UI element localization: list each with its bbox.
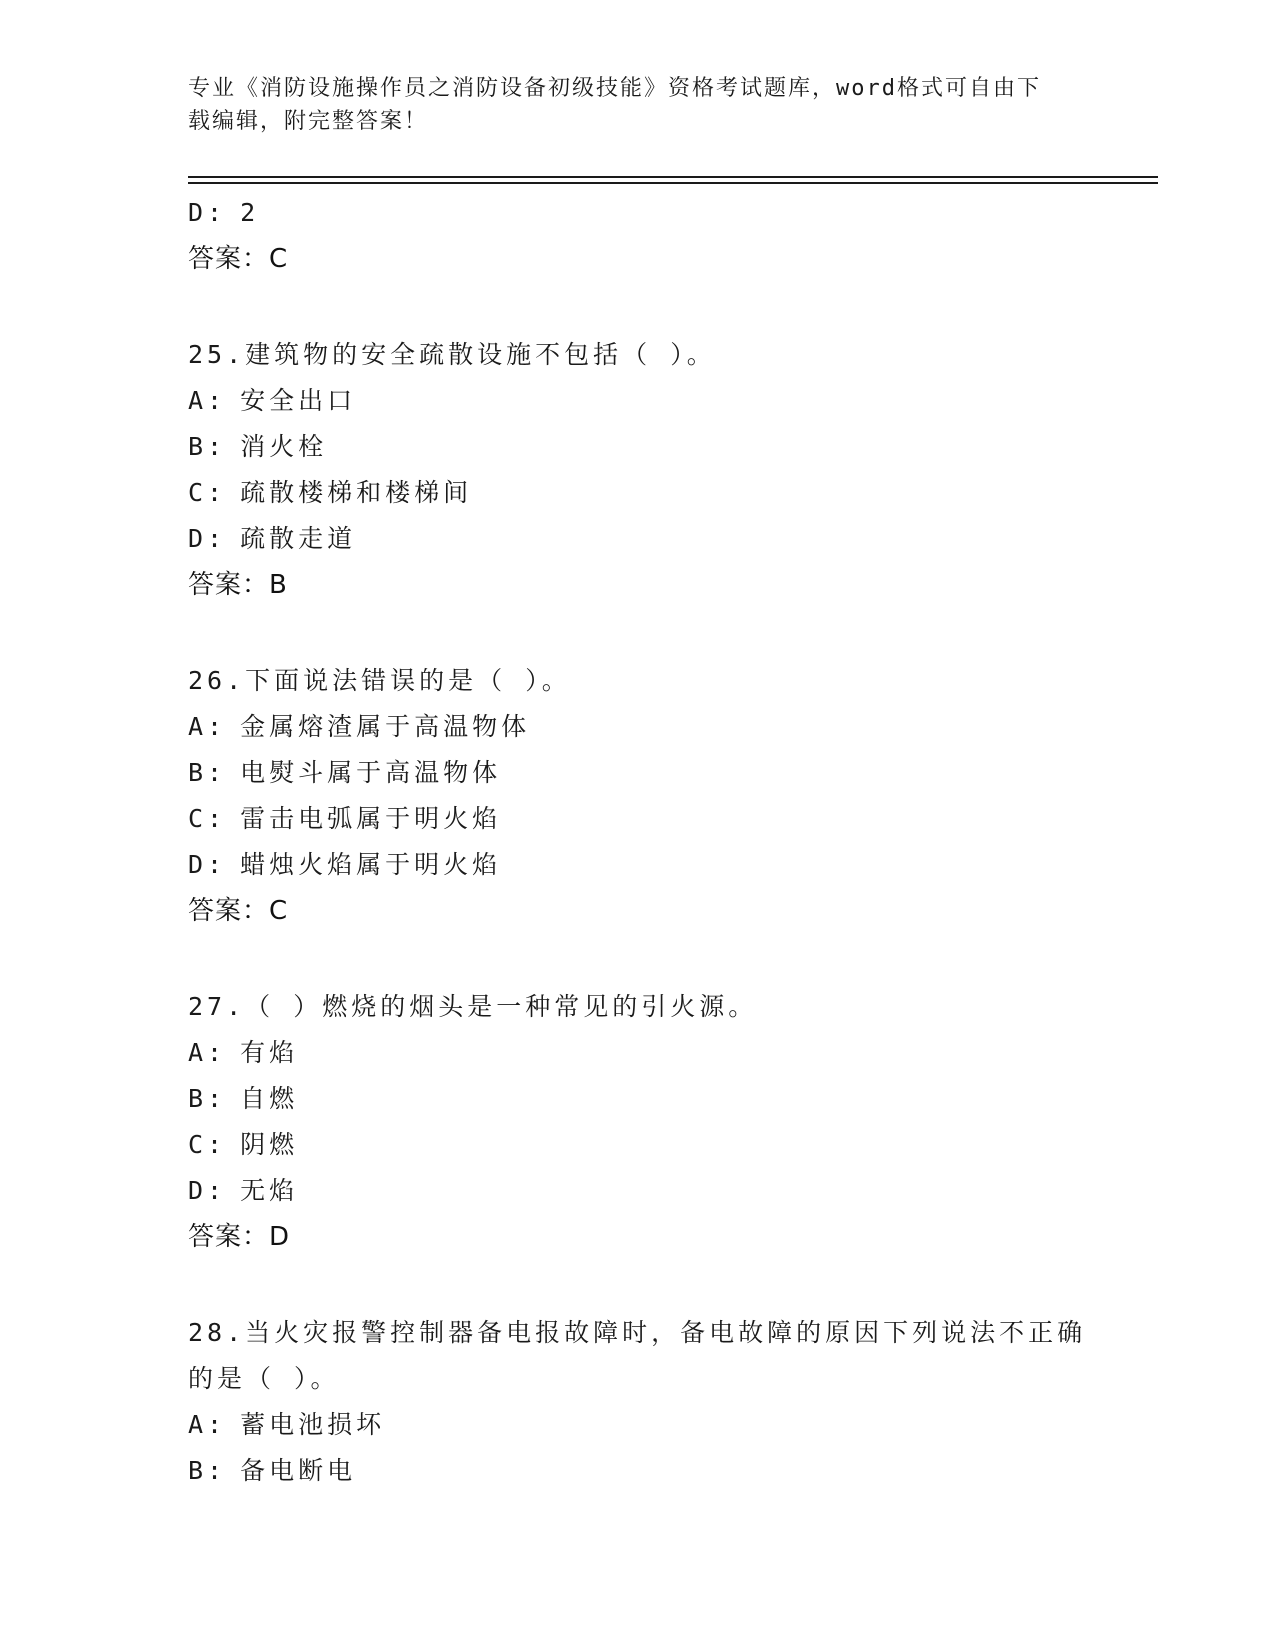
answer-line: 答案：C: [188, 244, 289, 274]
option-letter: C:: [188, 478, 227, 507]
option-text: 2: [240, 198, 260, 227]
question-gap: [188, 608, 1148, 658]
option-b: [188, 1448, 1148, 1494]
answer-line: 答案：C: [188, 896, 289, 926]
question-title: [188, 1310, 1148, 1402]
question-list: [188, 190, 1148, 1494]
option-text: 无焰: [240, 1176, 299, 1205]
header-line-2: 载编辑，附完整答案！: [188, 109, 429, 134]
option-d: [188, 516, 1148, 562]
option-letter: C:: [188, 1130, 227, 1159]
question-title-line-1: 28.当火灾报警控制器备电报故障时，备电故障的原因下列说法不正确: [188, 1318, 1087, 1347]
option-d: [188, 1168, 1148, 1214]
question-gap: [188, 934, 1148, 984]
option-text: 自燃: [240, 1084, 299, 1113]
option-letter: B:: [188, 1456, 227, 1485]
option-c: [188, 1122, 1148, 1168]
option-text: 蓄电池损坏: [240, 1410, 386, 1439]
question-27: [188, 984, 1148, 1260]
option-letter: C:: [188, 804, 227, 833]
option-letter: A:: [188, 1038, 227, 1067]
option-text: 疏散楼梯和楼梯间: [240, 478, 473, 507]
option-letter: D:: [188, 524, 227, 553]
option-b: [188, 750, 1148, 796]
option-letter: B:: [188, 758, 227, 787]
option-a: [188, 1402, 1148, 1448]
option-letter: D:: [188, 198, 227, 227]
option-text: 疏散走道: [240, 524, 357, 553]
question-28: [188, 1310, 1148, 1494]
option-text: 消火栓: [240, 432, 328, 461]
option-letter: D:: [188, 850, 227, 879]
option-d: [188, 190, 1148, 236]
option-letter: B:: [188, 1084, 227, 1113]
option-a: [188, 704, 1148, 750]
option-c: [188, 470, 1148, 516]
option-letter: D:: [188, 1176, 227, 1205]
question-gap: [188, 282, 1148, 332]
document-header: [188, 72, 1068, 138]
question-gap: [188, 1260, 1148, 1310]
header-divider-bottom: [188, 182, 1158, 184]
question-25: [188, 332, 1148, 608]
option-c: [188, 796, 1148, 842]
header-divider-top: [188, 176, 1158, 178]
option-text: 安全出口: [240, 386, 357, 415]
option-text: 蜡烛火焰属于明火焰: [240, 850, 502, 879]
option-text: 雷击电弧属于明火焰: [240, 804, 502, 833]
question-title: 25.建筑物的安全疏散设施不包括（ ）。: [188, 340, 716, 369]
question-title: 27.（ ）燃烧的烟头是一种常见的引火源。: [188, 992, 758, 1021]
option-text: 备电断电: [240, 1456, 357, 1485]
option-d: [188, 842, 1148, 888]
question-26: [188, 658, 1148, 934]
option-letter: A:: [188, 1410, 227, 1439]
option-b: [188, 1076, 1148, 1122]
header-line-1: 专业《消防设施操作员之消防设备初级技能》资格考试题库，word格式可自由下: [188, 76, 1041, 101]
option-letter: A:: [188, 386, 227, 415]
option-text: 电熨斗属于高温物体: [240, 758, 502, 787]
option-text: 有焰: [240, 1038, 299, 1067]
question-title-line-2: 的是（ ）。: [188, 1364, 340, 1393]
option-a: [188, 1030, 1148, 1076]
answer-line: 答案：D: [188, 1222, 291, 1252]
option-letter: B:: [188, 432, 227, 461]
option-b: [188, 424, 1148, 470]
option-letter: A:: [188, 712, 227, 741]
option-a: [188, 378, 1148, 424]
answer-line: 答案：B: [188, 570, 288, 600]
option-text: 金属熔渣属于高温物体: [240, 712, 531, 741]
option-text: 阴燃: [240, 1130, 299, 1159]
question-title: 26.下面说法错误的是（ ）。: [188, 666, 571, 695]
